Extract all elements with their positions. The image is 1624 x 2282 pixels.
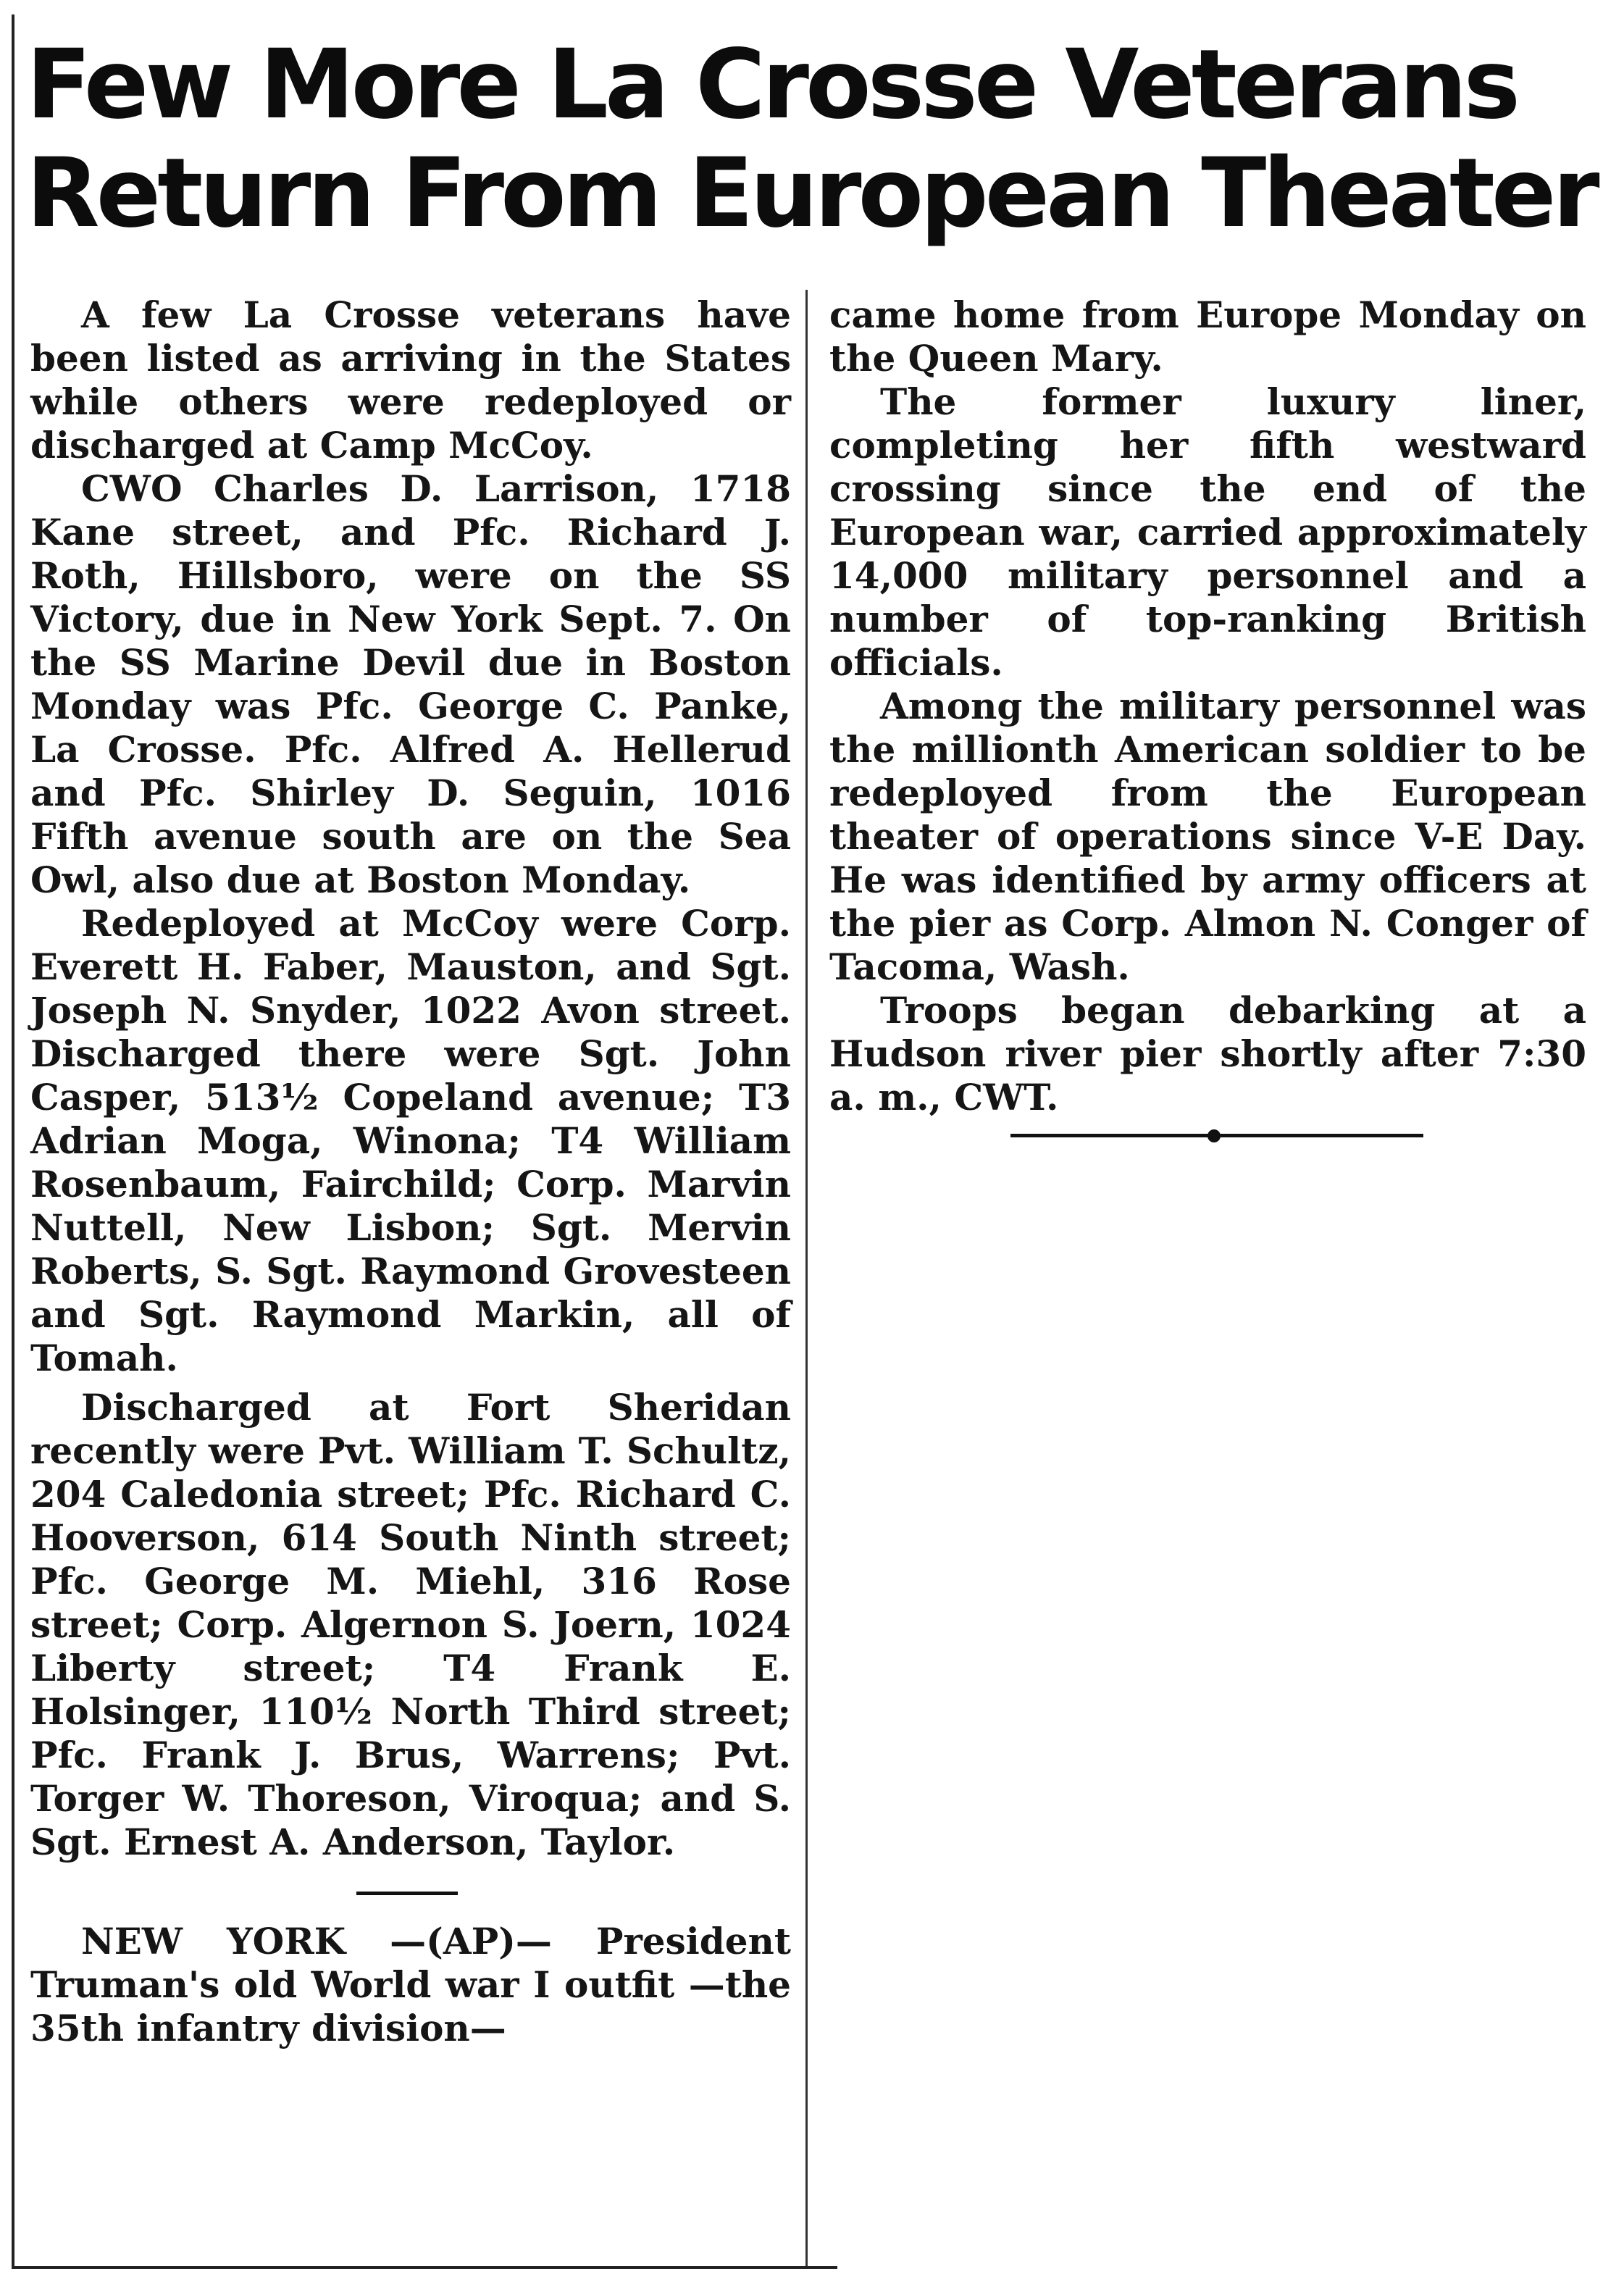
end-rule xyxy=(1010,1134,1423,1137)
paragraph-queen-mary: came home from Europe Monday on the Queen Mary. xyxy=(829,293,1586,380)
paragraph-arrivals: CWO Charles D. Larrison, 1718 Kane street, and Pfc. Richard J. Roth, Hillsboro, were on the SS Victory, due in New York Sept. 7. On the SS Marine Devil due in Boston Monday was Pfc. George C. Panke, La Crosse. Pfc. Alfred A. Hellerud and Pfc. Shirley D. Seguin, 1016 Fifth avenue south are on the Sea Owl, also due at Boston Monday. xyxy=(30,467,791,901)
paragraph-mccoy: Redeployed at McCoy were Corp. Everett H. Faber, Mauston, and Sgt. Joseph N. Snyder, 1022 Avon street. Discharged there were Sgt. John Casper, 513½ Copeland avenue; T3 Adrian Moga, Winona; T4 William Rosenbaum, Fairchild; Corp. Marvin Nuttell, New Lisbon; Sgt. Mervin Roberts, S. Sgt. Raymond Grovesteen and Sgt. Raymond Markin, all of Tomah. xyxy=(30,902,791,1379)
bottom-border-rule xyxy=(12,2266,837,2269)
headline-line-2: Return From European Theater xyxy=(26,138,1596,249)
end-rule-dot xyxy=(1207,1129,1221,1142)
paragraph-millionth-soldier: Among the military personnel was the millionth American soldier to be redeployed from the European theater of operations since V-E Day. He was identified by army officers at the pier as Corp. Almon N. Conger of Tacoma, Wash. xyxy=(829,685,1586,988)
headline xyxy=(26,29,1596,249)
left-column xyxy=(30,293,791,2050)
paragraph-liner: The former luxury liner, completing her fifth westward crossing since the end of the European war, carried approximately 14,000 military personnel and a number of top-ranking British officials. xyxy=(829,380,1586,684)
paragraph-debarking: Troops began debarking at a Hudson river pier shortly after 7:30 a. m., CWT. xyxy=(829,989,1586,1119)
right-column xyxy=(829,293,1586,1137)
column-divider xyxy=(805,290,808,2268)
paragraph-fort-sheridan: Discharged at Fort Sheridan recently were Pvt. William T. Schultz, 204 Caledonia street; Pfc. Richard C. Hooverson, 614 South Ninth street; Pfc. George M. Miehl, 316 Rose street; Corp. Algernon S. Joern, 1024 Liberty street; T4 Frank E. Holsinger, 110½ North Third street; Pfc. Frank J. Brus, Warrens; Pvt. Torger W. Thoreson, Viroqua; and S. Sgt. Ernest A. Anderson, Taylor. xyxy=(30,1386,791,1863)
left-border-rule xyxy=(12,14,14,2268)
paragraph-new-york-dateline: NEW YORK —(AP)— President Truman's old World war I outfit —the 35th infantry division— xyxy=(30,1920,791,2049)
paragraph-intro: A few La Crosse veterans have been listed as arriving in the States while others were redeployed or discharged at Camp McCoy. xyxy=(30,293,791,467)
headline-line-1: Few More La Crosse Veterans xyxy=(26,29,1518,141)
section-divider xyxy=(356,1892,458,1895)
